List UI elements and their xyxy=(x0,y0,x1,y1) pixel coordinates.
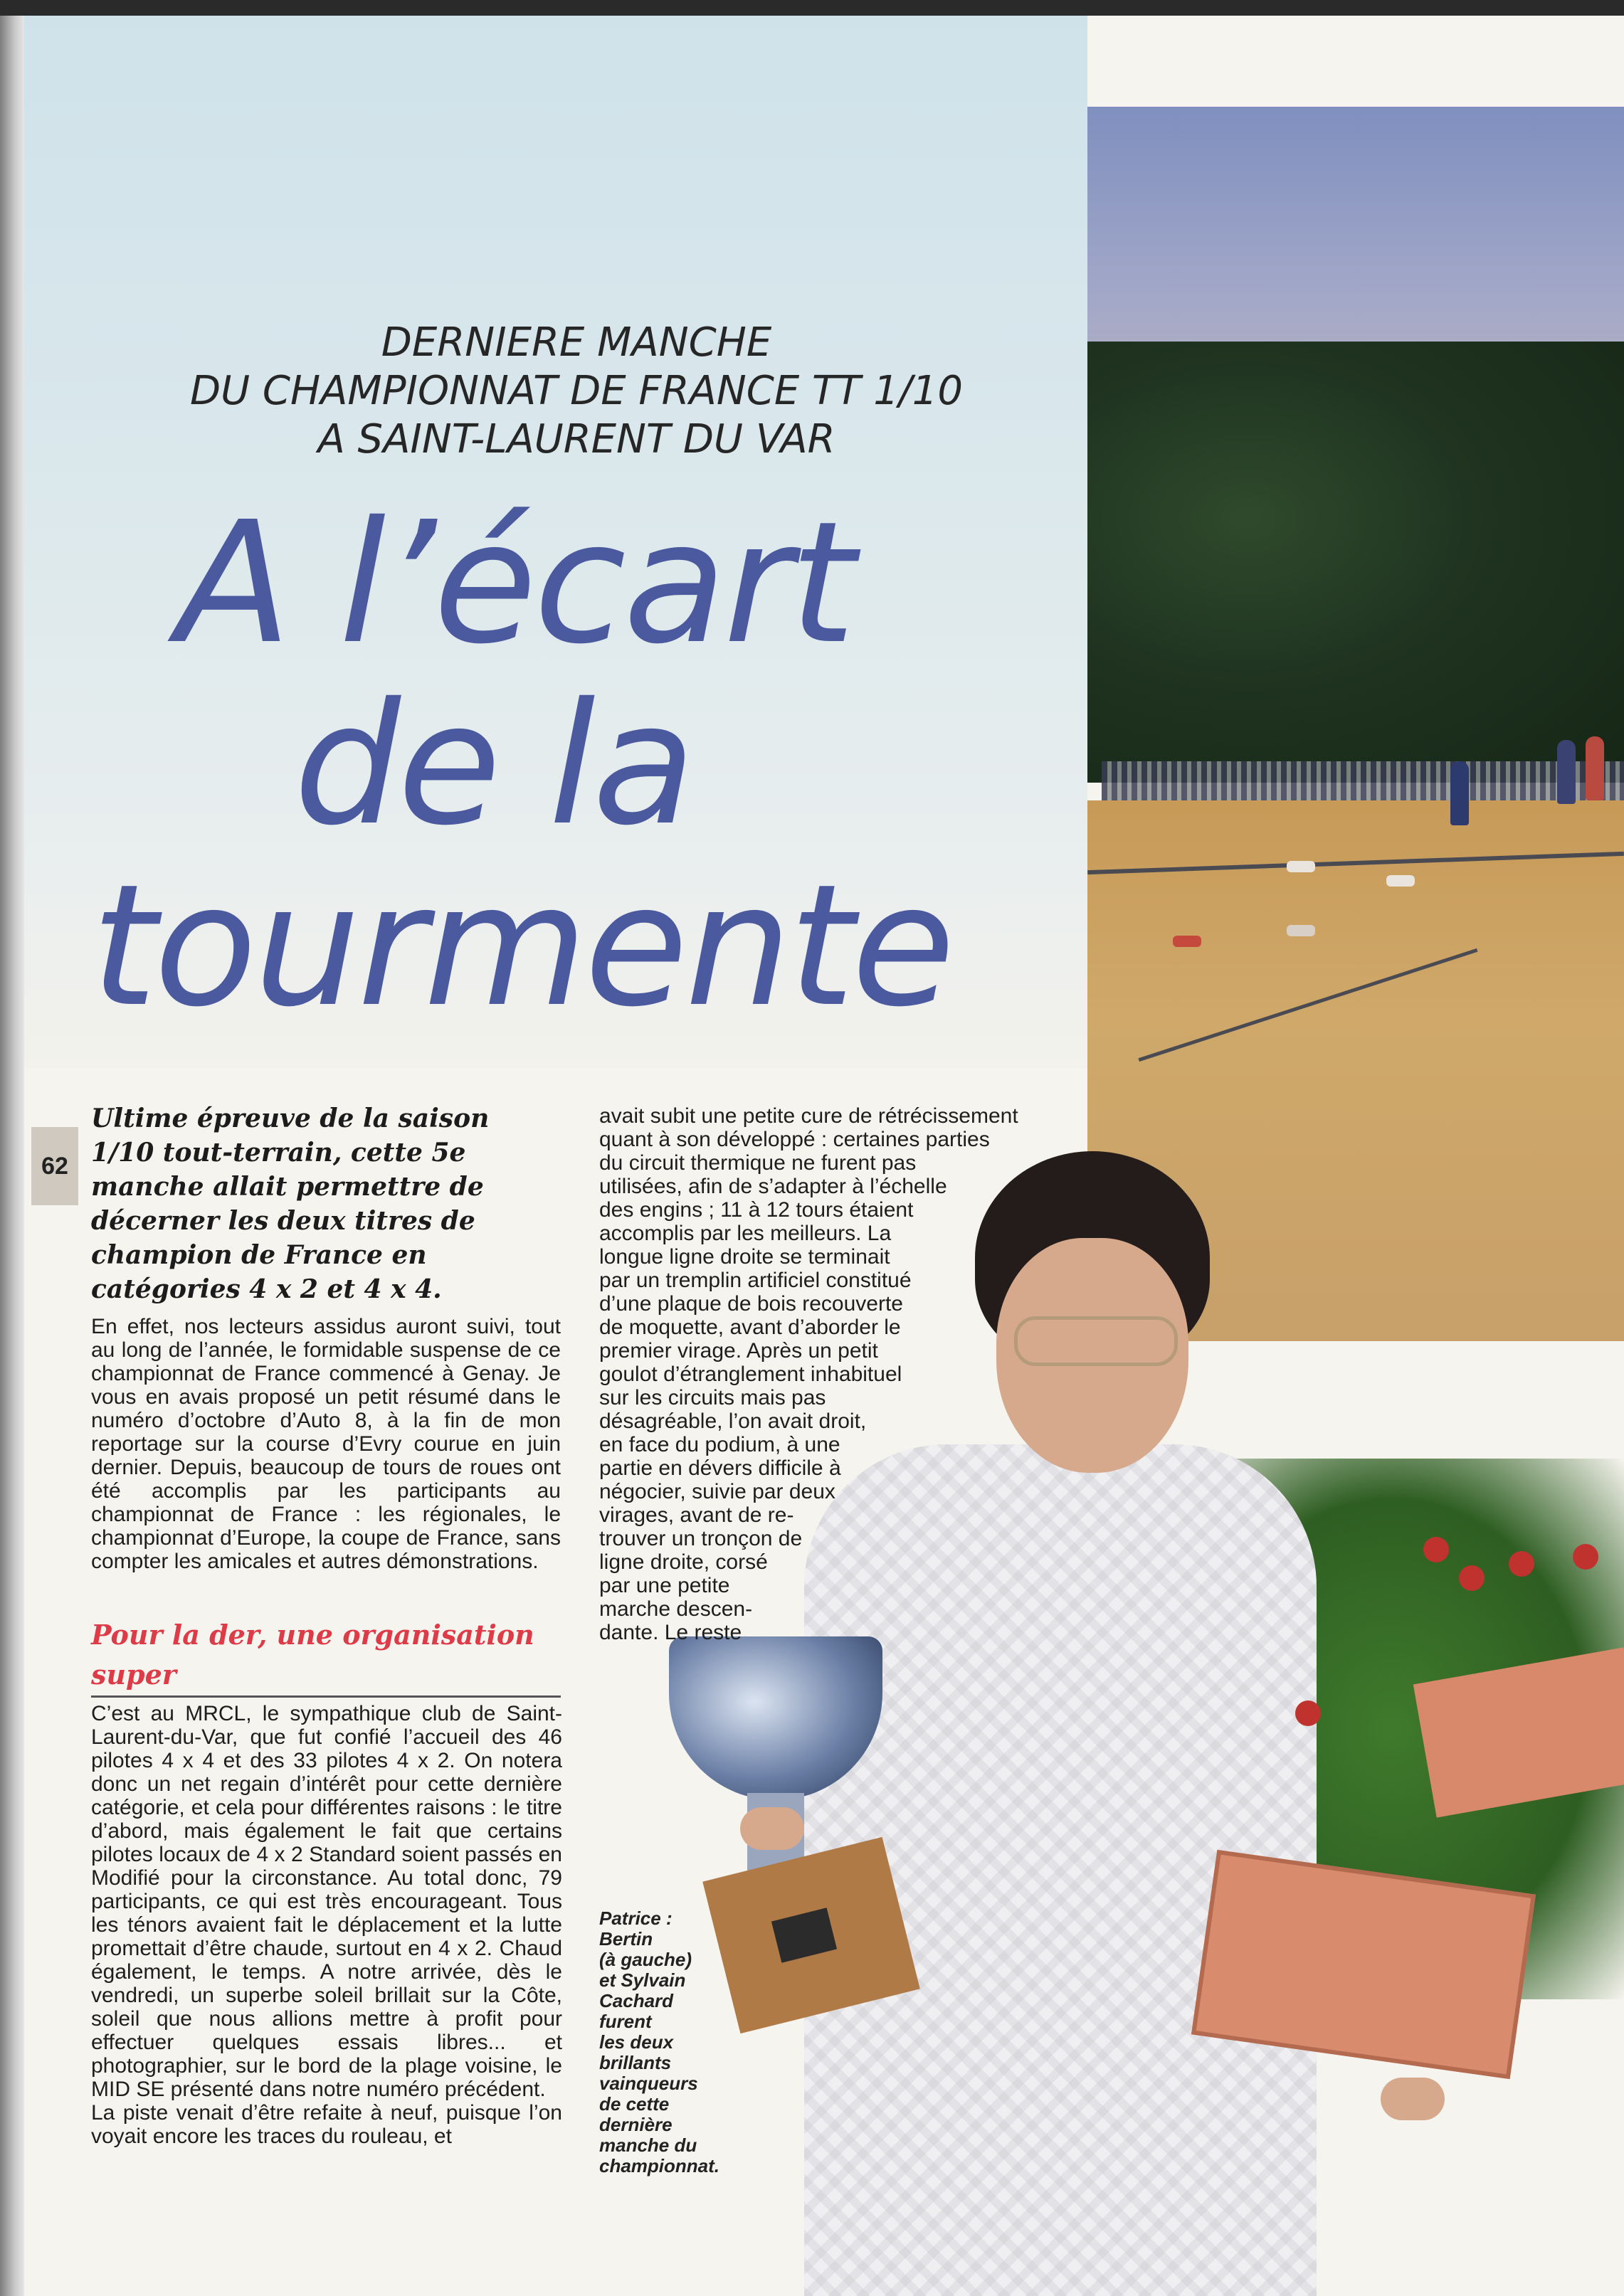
winner-photo-rose xyxy=(1509,1551,1534,1577)
caption-line: les deux xyxy=(599,2031,674,2053)
article-lede: Ultime épreuve de la saison 1/10 tout-terrain, cette 5e manche allait permettre de décerner les deux titres de champion de France en catégories 4 x 2 et 4 x 4. xyxy=(91,1104,490,1304)
column-2-line: trouver un tronçon de xyxy=(599,1527,803,1550)
column-2-line: goulot d’étranglement inhabituel xyxy=(599,1363,902,1386)
kicker-line: DERNIERE MANCHE xyxy=(381,319,772,366)
magazine-spine xyxy=(0,16,24,2296)
track-photo-rc-car xyxy=(1287,861,1315,872)
subhead-divider xyxy=(91,1695,561,1698)
track-photo-spectator xyxy=(1586,736,1604,800)
winner-photo-hand xyxy=(740,1807,804,1850)
column-2-line: d’une plaque de bois recouverte xyxy=(599,1292,903,1316)
body-paragraph: En effet, nos lecteurs assidus auront suivi, tout au long de l’année, le formidable suspense de ce championnat de France commencé à Genay. Je vous en avais proposé un petit résumé dans le numéro d’octobre d’Auto 8, à la fin de mon reportage sur la course d’Evry courue en juin dernier. Depuis, beaucoup de tours de roues ont été accomplis par les participants au championnat de France : les régionales, le championnat d’Europe, la coupe de France, sans compter les amicales et autres démonstrations. xyxy=(91,1315,561,1573)
column-2-line: en face du podium, à une xyxy=(599,1433,840,1456)
column-2-line: partie en dévers difficile à xyxy=(599,1456,841,1480)
body-paragraph: La piste venait d’être refaite à neuf, puisque l’on voyait encore les traces du rouleau, et xyxy=(91,2101,562,2148)
track-photo-marshal xyxy=(1450,761,1469,825)
winner-photo-rose xyxy=(1295,1700,1321,1726)
column-2-line: négocier, suivie par deux xyxy=(599,1480,835,1503)
column-2-line: du circuit thermique ne furent pas xyxy=(599,1151,917,1175)
column-2-line: accomplis par les meilleurs. La xyxy=(599,1222,892,1245)
winner-photo-rose xyxy=(1423,1537,1449,1562)
track-photo-fence xyxy=(1102,761,1624,804)
caption-line: manche du xyxy=(599,2134,697,2156)
column-2-line: premier virage. Après un petit xyxy=(599,1339,878,1363)
caption-line: Patrice : xyxy=(599,1908,673,1929)
track-photo-trees xyxy=(1087,342,1624,783)
column-2-line: désagréable, l’on avait droit, xyxy=(599,1409,867,1433)
headline-line: de la xyxy=(294,667,693,862)
track-photo-rc-car xyxy=(1386,875,1415,887)
caption-line: brillants xyxy=(599,2052,672,2073)
column-2-line: de moquette, avant d’aborder le xyxy=(599,1316,901,1339)
column-2-line: marche descen- xyxy=(599,1597,753,1621)
winner-photo-hand xyxy=(1381,2078,1445,2120)
photo-caption xyxy=(599,1908,719,2176)
winner-photo-rose xyxy=(1573,1544,1598,1570)
caption-line: (à gauche) xyxy=(599,1949,692,1970)
column-2-line: avait subit une petite cure de rétrécissement xyxy=(599,1104,1018,1128)
caption-line: championnat. xyxy=(599,2155,720,2176)
article-column-2 xyxy=(599,1104,1018,1644)
track-photo-rc-car xyxy=(1173,936,1201,947)
track-photo-spectator xyxy=(1557,740,1576,804)
column-2-line: quant à son développé : certaines parties xyxy=(599,1128,990,1151)
article-column-1-continued xyxy=(91,1702,562,2148)
headline-line: tourmente xyxy=(91,848,952,1044)
article-kicker xyxy=(28,319,1124,464)
caption-line: furent xyxy=(599,2011,652,2032)
column-2-line: utilisées, afin de s’adapter à l’échelle xyxy=(599,1175,947,1198)
column-2-line: virages, avant de re- xyxy=(599,1503,794,1527)
winner-photo-glasses xyxy=(1014,1316,1178,1366)
column-2-line: sur les circuits mais pas xyxy=(599,1386,826,1409)
column-2-line: ligne droite, corsé xyxy=(599,1550,768,1574)
caption-line: Cachard xyxy=(599,1990,674,2011)
kicker-line: A SAINT-LAURENT DU VAR xyxy=(317,416,835,462)
caption-line: Bertin xyxy=(599,1928,653,1950)
track-photo-rc-car xyxy=(1287,925,1315,936)
column-2-line: des engins ; 11 à 12 tours étaient xyxy=(599,1198,914,1222)
caption-line: et Sylvain xyxy=(599,1969,686,1991)
headline-line: A l’écart xyxy=(176,485,853,681)
article-column-1 xyxy=(91,1315,561,1573)
page-top-edge xyxy=(0,0,1624,16)
caption-line: de cette xyxy=(599,2093,670,2115)
section-subhead: Pour la der, une organisation super xyxy=(91,1619,534,1691)
kicker-line: DU CHAMPIONNAT DE FRANCE TT 1/10 xyxy=(189,368,963,414)
page-number: 62 xyxy=(31,1127,78,1205)
column-2-line: dante. Le reste xyxy=(599,1621,742,1644)
column-2-line: par un tremplin artificiel constitué xyxy=(599,1269,912,1292)
column-2-line: longue ligne droite se terminait xyxy=(599,1245,890,1269)
caption-line: dernière xyxy=(599,2114,673,2135)
body-paragraph: C’est au MRCL, le sympathique club de Saint-Laurent-du-Var, que fut confié l’accueil des 46 pilotes 4 x 4 et des 33 pilotes 4 x 2. On notera donc un net regain d’intérêt pour cette dernière catégorie, et cela pour différentes raisons : le titre d’abord, mais également le fait que certains pilotes locaux de 4 x 2 Standard soient passés en Modifié pour la circonstance. Au total donc, 79 participants, ce qui est très encourageant. Tous les ténors avaient fait le déplacement et la lutte promettait d’être chaude, surtout en 4 x 2. Chaud également, le temps. A notre arrivée, dès le vendredi, un superbe soleil brillait sur la Côte, soleil que nous allions mettre à profit pour effectuer quelques essais libres... et photographier, sur le bord de la plage voisine, le MID SE présenté dans notre numéro précédent. xyxy=(91,1702,562,2101)
column-2-line: par une petite xyxy=(599,1574,730,1597)
winner-photo-rose xyxy=(1459,1565,1485,1591)
caption-line: vainqueurs xyxy=(599,2073,698,2094)
